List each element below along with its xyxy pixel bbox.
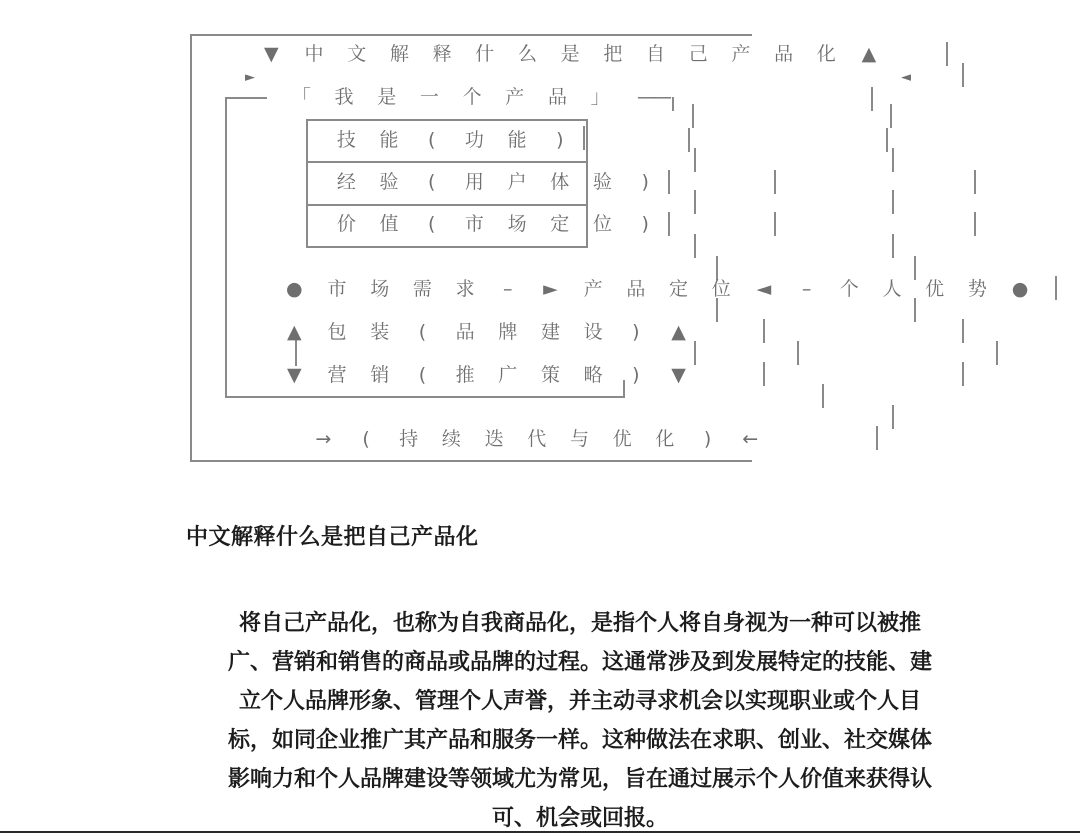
bar: [946, 42, 948, 66]
bar: [763, 319, 765, 343]
packaging-row-char: ▲: [671, 321, 686, 343]
frame-bottom-line: [190, 460, 752, 462]
packaging-row-char: 牌: [498, 321, 518, 343]
iterate-row-char: 化: [655, 428, 675, 450]
market-row-char: 定: [669, 278, 689, 300]
marketing-row-char: 广: [498, 364, 518, 386]
bar: [892, 148, 894, 172]
bar: [962, 362, 964, 386]
product-dash: [630, 85, 676, 109]
iterate-row-char: ←: [742, 428, 759, 450]
paragraph-line: 影响力和个人品牌建设等领域尤为常见，旨在通过展示个人价值来获得认: [227, 767, 932, 792]
paragraph-line: 将自己产品化，也称为自我商品化，是指个人将自身视为一种可以被推: [238, 611, 921, 636]
top-row-char: 品: [774, 43, 794, 65]
skills-row-char: ): [556, 129, 564, 151]
market-row-char: 势: [967, 278, 987, 300]
value-row-char: 值: [379, 213, 399, 235]
market-row-char: 求: [455, 278, 475, 300]
top-row-char: 解: [389, 43, 409, 65]
experience-row-char: ): [641, 171, 649, 193]
product-row: [280, 85, 622, 109]
top-row-char: 自: [646, 43, 666, 65]
bar: [962, 63, 964, 87]
box-row-value: [325, 212, 667, 236]
skills-row-char: 能: [379, 129, 399, 151]
iterate-row-char: →: [315, 428, 332, 450]
market-row-char: ●: [286, 278, 303, 300]
product-row-char: 一: [419, 86, 439, 108]
packaging-row-char: 装: [370, 321, 390, 343]
product-row-char: 个: [462, 86, 482, 108]
experience-row-char: 体: [550, 171, 570, 193]
product-row-char: 产: [505, 86, 525, 108]
bar: [974, 170, 976, 194]
top-title-row: [250, 42, 890, 66]
bar: [822, 384, 824, 408]
bar: [716, 298, 718, 322]
bar: [694, 148, 696, 172]
product-row-char: 」: [590, 86, 610, 108]
top-row-char: 化: [816, 43, 836, 65]
arrow-left-marker: [240, 66, 260, 90]
marketing-row: [273, 363, 700, 387]
bar: [1055, 276, 1057, 300]
market-row-char: –: [503, 278, 513, 300]
iterate-row-char: ): [703, 428, 712, 450]
product-dash-text: ——: [637, 86, 669, 108]
top-row-char: 是: [560, 43, 580, 65]
iterate-row-char: 续: [441, 428, 461, 450]
marketing-row-char: 营: [327, 364, 347, 386]
bar: [668, 212, 670, 236]
marketing-row-char: 策: [540, 364, 560, 386]
page-title: 中文解释什么是把自己产品化: [186, 525, 479, 550]
iterate-row-char: 迭: [484, 428, 504, 450]
marketing-row-char: ▼: [671, 364, 686, 386]
market-row-char: 优: [925, 278, 945, 300]
bar: [962, 319, 964, 343]
top-row-char: ▼: [264, 43, 279, 65]
top-row-char: 中: [304, 43, 324, 65]
value-row-char: 价: [336, 213, 356, 235]
experience-row-char: 用: [464, 171, 484, 193]
experience-row-char: 户: [507, 171, 527, 193]
bar: [876, 426, 878, 450]
product-row-char: 品: [547, 86, 567, 108]
box-mid1: [306, 161, 588, 163]
explanation-paragraph: [180, 604, 980, 838]
iterate-row: [302, 427, 772, 451]
box-left: [306, 119, 308, 248]
packaging-row: [273, 320, 700, 344]
bar: [694, 190, 696, 214]
bar: [892, 234, 894, 258]
value-row-char: ): [641, 213, 649, 235]
top-row-char: 文: [347, 43, 367, 65]
bar: [886, 128, 888, 152]
iterate-row-char: (: [362, 428, 370, 450]
market-row-char: 市: [327, 278, 347, 300]
skills-row-char: (: [428, 129, 436, 151]
bar: [892, 190, 894, 214]
bar: [797, 341, 799, 365]
marketing-row-char: 略: [583, 364, 603, 386]
marketing-row-char: ▼: [287, 364, 302, 386]
bar: [694, 341, 696, 365]
skills-row-char: 技: [336, 129, 356, 151]
value-row-char: 定: [550, 213, 570, 235]
bar: [583, 126, 585, 150]
product-row-char: 是: [377, 86, 397, 108]
bar: [974, 212, 976, 236]
top-row-char: 什: [475, 43, 495, 65]
experience-row-char: 经: [336, 171, 356, 193]
iterate-row-char: 优: [612, 428, 632, 450]
bottom-divider: [0, 831, 1080, 833]
experience-row-char: 验: [379, 171, 399, 193]
market-row-char: 品: [626, 278, 646, 300]
market-row-char: 人: [882, 278, 902, 300]
skills-row-char: 能: [507, 129, 527, 151]
packaging-row-char: 设: [583, 321, 603, 343]
top-row-char: 释: [432, 43, 452, 65]
bar: [688, 128, 690, 152]
bar: [774, 170, 776, 194]
frame-left-line: [190, 34, 192, 462]
marketing-row-char: ): [632, 364, 640, 386]
bar: [892, 405, 894, 429]
packaging-row-char: ): [632, 321, 640, 343]
market-row-char: ◄: [756, 278, 772, 300]
arrow-left-glyph: ◄: [901, 70, 911, 85]
top-row-char: 己: [688, 43, 708, 65]
value-row-char: 市: [464, 213, 484, 235]
arrow-right-glyph: ►: [245, 70, 255, 85]
packaging-row-char: (: [418, 321, 427, 343]
market-row-char: 场: [370, 278, 390, 300]
top-row-char: ▲: [861, 43, 877, 65]
product-row-char: 「: [291, 86, 311, 108]
paragraph-line: 标，如同企业推广其产品和服务一样。这种做法在求职、创业、社交媒体: [227, 728, 932, 753]
market-row-char: 位: [711, 278, 731, 300]
box-row-experience: [325, 170, 667, 194]
bar: [763, 362, 765, 386]
product-row-char: 我: [334, 86, 354, 108]
bar: [914, 298, 916, 322]
experience-row-char: (: [428, 171, 436, 193]
market-row: [273, 277, 1041, 301]
bar: [890, 104, 892, 128]
bar: [871, 87, 873, 111]
marketing-row-char: (: [418, 364, 427, 386]
iterate-row-char: 代: [527, 428, 547, 450]
market-row-char: 个: [839, 278, 859, 300]
box-bottom: [306, 246, 588, 248]
value-row-char: 场: [507, 213, 527, 235]
box-top: [306, 119, 588, 121]
skills-row-char: 功: [464, 129, 484, 151]
experience-row-char: 验: [592, 171, 612, 193]
paragraph-line: 可、机会或回报。: [491, 806, 668, 831]
packaging-row-char: 包: [327, 321, 347, 343]
iterate-row-char: 与: [569, 428, 589, 450]
packaging-row-char: ▲: [287, 321, 302, 343]
market-row-char: 需: [412, 278, 432, 300]
box-row-skills: [325, 128, 581, 152]
bar: [694, 234, 696, 258]
packaging-row-char: 品: [455, 321, 475, 343]
inner-bottom-line: [225, 396, 625, 398]
packaging-row-char: 建: [540, 321, 560, 343]
paragraph-line: 立个人品牌形象、管理个人声誉，并主动寻求机会以实现职业或个人目: [238, 689, 921, 714]
marketing-row-char: 销: [370, 364, 390, 386]
bar: [774, 212, 776, 236]
marketing-row-char: 推: [455, 364, 475, 386]
box-mid2: [306, 204, 588, 206]
top-row-char: 把: [603, 43, 623, 65]
top-row-char: 么: [517, 43, 537, 65]
market-row-char: 产: [583, 278, 603, 300]
arrow-right-marker: [896, 66, 916, 90]
inner-top-line: [225, 97, 267, 99]
paragraph-line: 广、营销和销售的商品或品牌的过程。这通常涉及到发展特定的技能、建: [227, 650, 932, 675]
bar: [692, 104, 694, 128]
value-row-char: 位: [592, 213, 612, 235]
bar: [668, 170, 670, 194]
market-row-char: ►: [543, 278, 558, 300]
value-row-char: (: [428, 213, 436, 235]
market-row-char: –: [801, 278, 812, 300]
frame-top-line: [190, 34, 752, 36]
bar: [996, 341, 998, 365]
top-row-char: 产: [731, 43, 751, 65]
market-row-char: ●: [1011, 278, 1029, 300]
inner-left-line: [225, 97, 227, 397]
iterate-row-char: 持: [399, 428, 419, 450]
